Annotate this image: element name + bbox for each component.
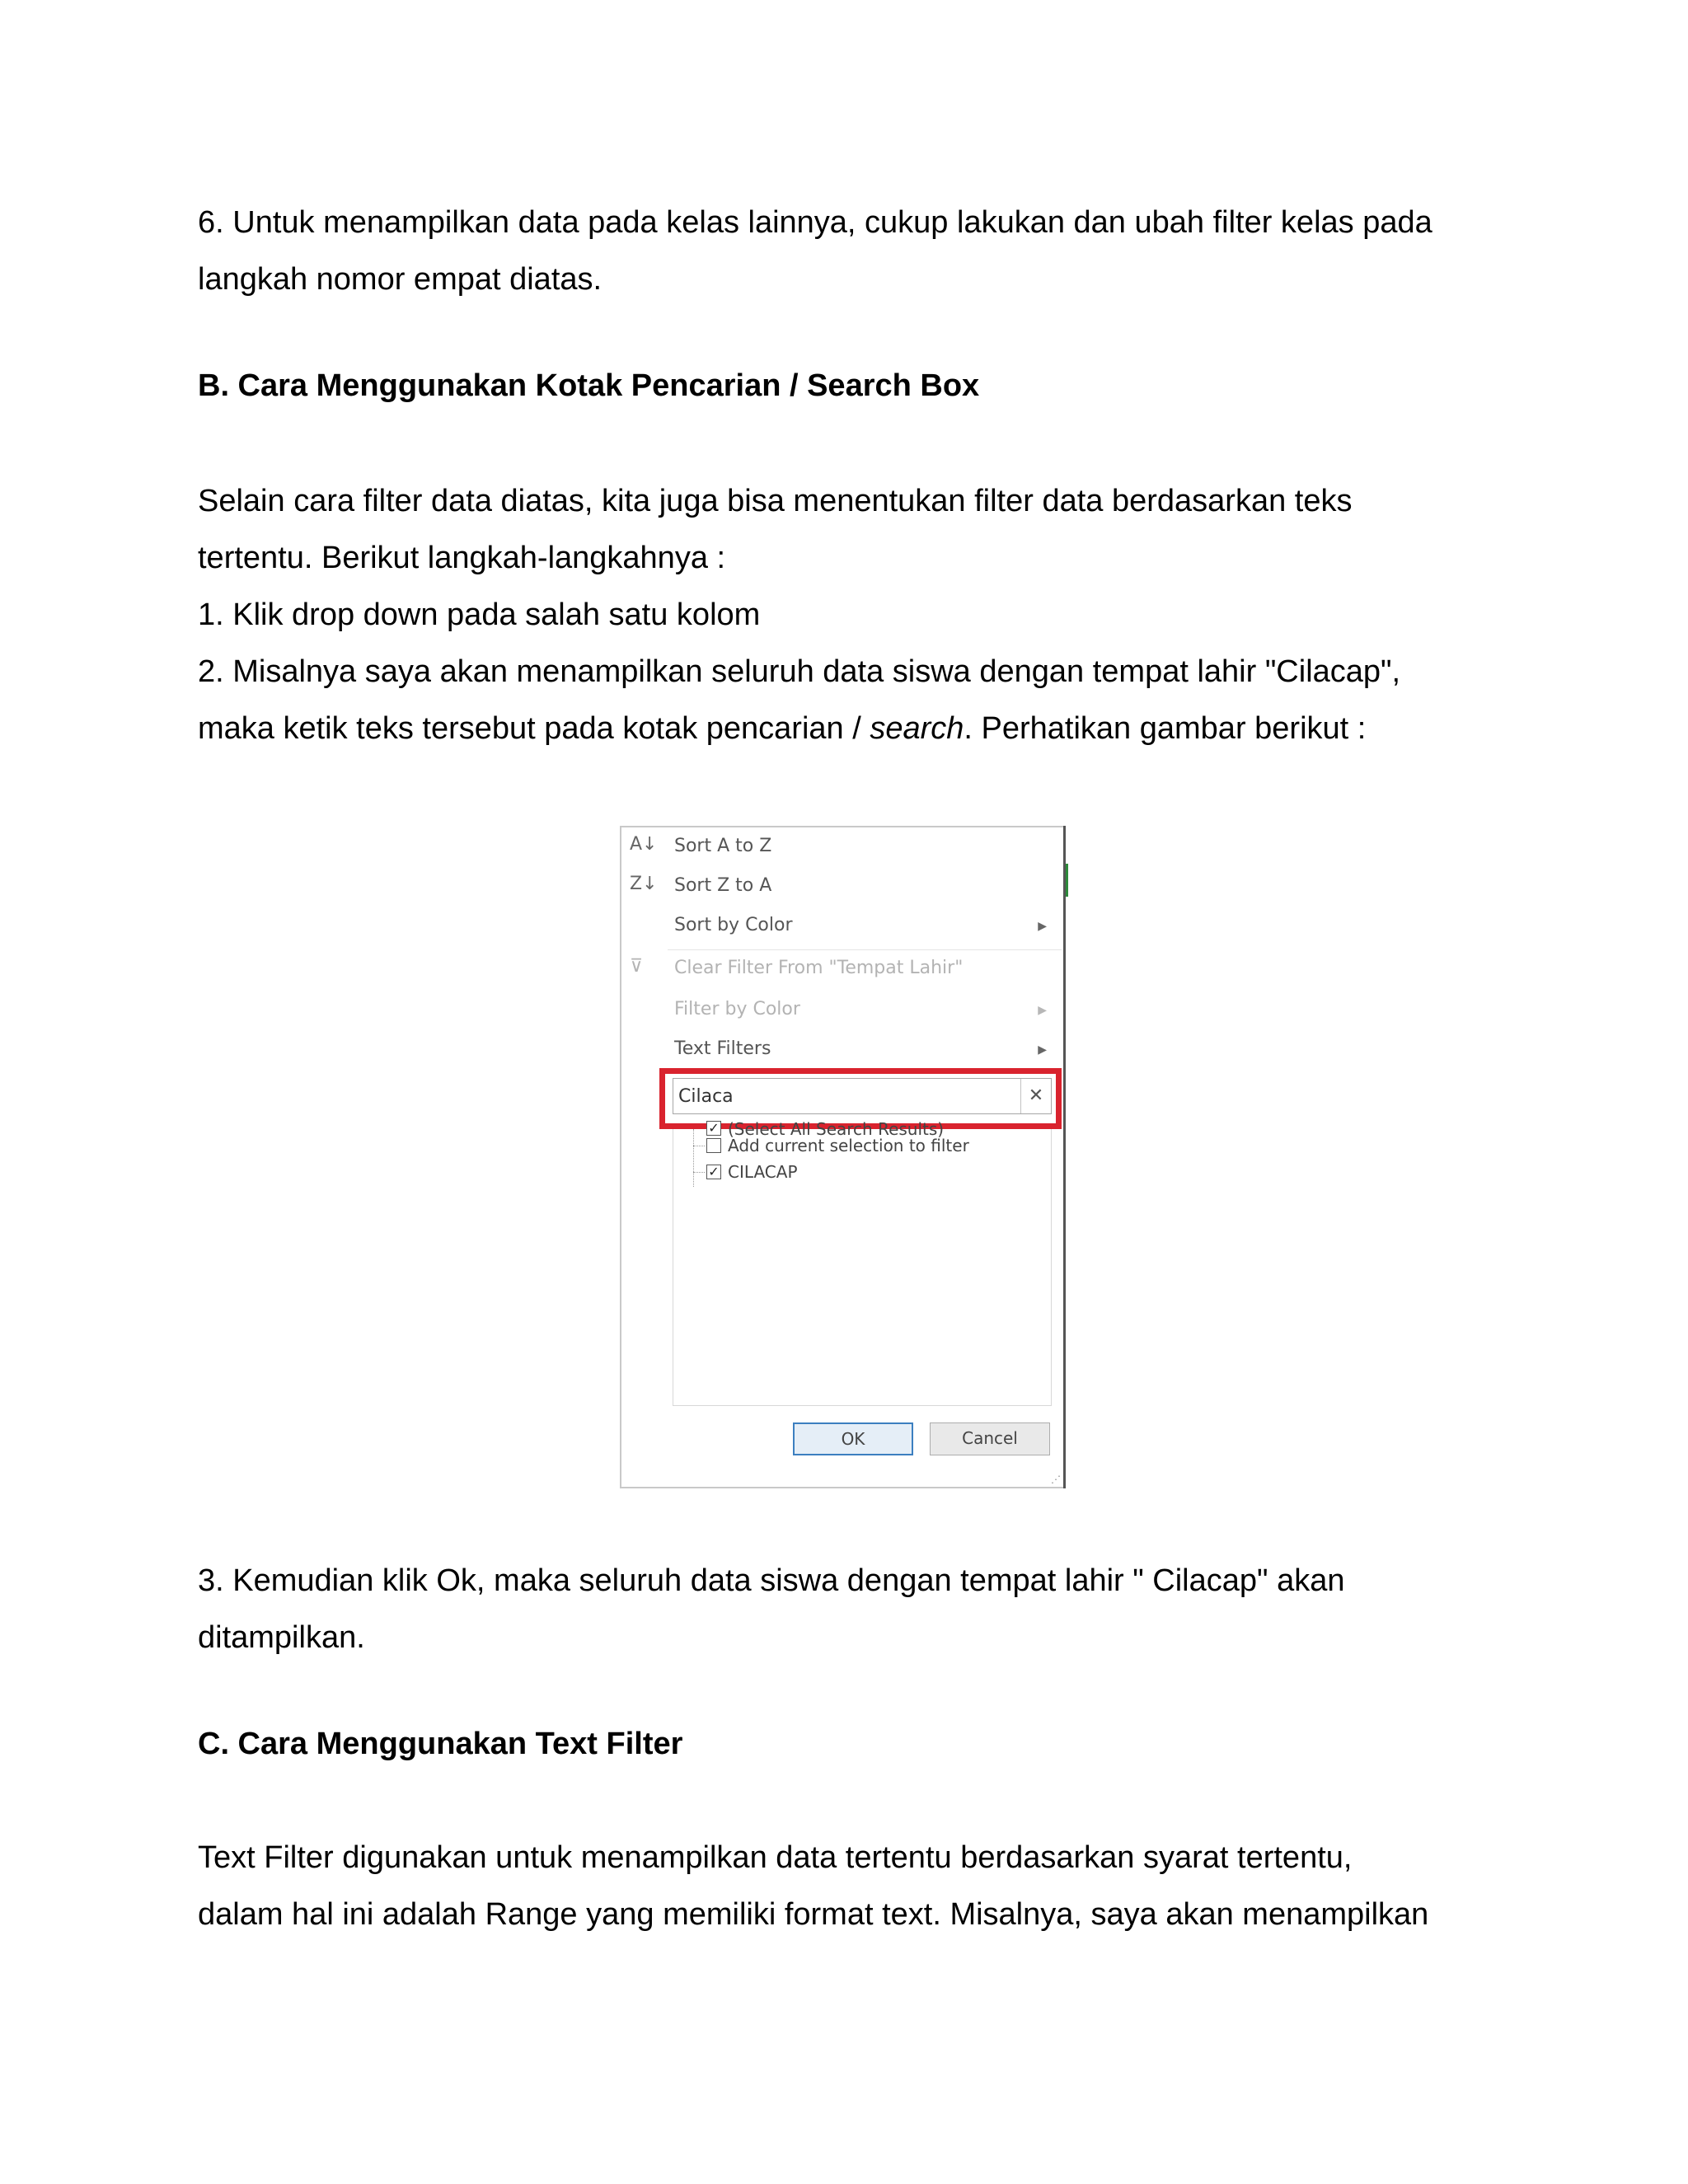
- checkbox-cilacap[interactable]: ✓: [706, 1165, 721, 1179]
- selection-marker: [1066, 864, 1068, 897]
- clear-search-icon[interactable]: ✕: [1020, 1079, 1051, 1113]
- step-2-line-1: 2. Misalnya saya akan menampilkan seluruh data siswa dengan tempat lahir "Cilacap",: [198, 654, 1401, 689]
- resize-grip-icon[interactable]: ⋰: [1051, 1474, 1060, 1485]
- submenu-arrow-icon: ▶: [1038, 920, 1047, 933]
- menu-filter-by-color[interactable]: Filter by Color: [674, 999, 800, 1019]
- label-cilacap: CILACAP: [728, 1162, 798, 1182]
- menu-clear-filter[interactable]: Clear Filter From "Tempat Lahir": [674, 958, 964, 978]
- menu-sort-by-color[interactable]: Sort by Color: [674, 915, 793, 935]
- clear-filter-icon: ⊽: [630, 956, 644, 977]
- menu-separator: [668, 949, 1062, 950]
- heading-text-filter: C. Cara Menggunakan Text Filter: [198, 1727, 683, 1761]
- label-select-all: (Select All Search Results): [728, 1119, 945, 1139]
- search-input[interactable]: [673, 1079, 1029, 1113]
- step-2-line-2: maka ketik teks tersebut pada kotak pencarian / search. Perhatikan gambar berikut :: [198, 711, 1367, 746]
- menu-text-filters[interactable]: Text Filters: [674, 1038, 771, 1059]
- submenu-arrow-icon: ▶: [1038, 1004, 1047, 1017]
- sort-za-icon: Z↓: [630, 874, 658, 894]
- paragraph-text-filter: Text Filter digunakan untuk menampilkan data tertentu berdasarkan syarat tertentu, dalam hal ini adalah Range yang memiliki format text. Misalnya, saya akan menampilkan: [198, 1840, 1429, 1932]
- sheet-edge: [1063, 826, 1066, 1488]
- paragraph-intro-search: Selain cara filter data diatas, kita juga bisa menentukan filter data berdasarkan teks tertentu. Berikut langkah-langkahnya : 1. Klik drop down pada salah satu kolom 2. Misalnya saya akan menampilkan seluruh data siswa dengan tempat lahir "Cilacap", maka ketik teks tersebut pada kotak pencarian / search. Perhatikan gambar berikut :: [198, 473, 1489, 757]
- cancel-button[interactable]: Cancel: [930, 1422, 1050, 1455]
- filter-dropdown-screenshot: [620, 826, 1065, 1488]
- tree-line: [693, 1172, 705, 1173]
- submenu-arrow-icon: ▶: [1038, 1043, 1047, 1057]
- sort-az-icon: A↓: [630, 834, 658, 855]
- heading-search-box: B. Cara Menggunakan Kotak Pencarian / Search Box: [198, 368, 980, 403]
- tree-line: [693, 1129, 694, 1187]
- ok-button[interactable]: OK: [793, 1422, 913, 1455]
- paragraph-step-6: 6. Untuk menampilkan data pada kelas lainnya, cukup lakukan dan ubah filter kelas pada langkah nomor empat diatas.: [198, 205, 1432, 297]
- paragraph-step-3: 3. Kemudian klik Ok, maka seluruh data siswa dengan tempat lahir " Cilacap" akan ditampilkan.: [198, 1563, 1345, 1655]
- label-add-current-selection: Add current selection to filter: [728, 1136, 969, 1155]
- checkbox-select-all[interactable]: ✓: [706, 1121, 721, 1136]
- filter-value-list: [673, 1119, 1052, 1406]
- menu-sort-z-to-a[interactable]: Sort Z to A: [674, 875, 772, 896]
- checkbox-add-current-selection[interactable]: [706, 1138, 721, 1153]
- step-1: 1. Klik drop down pada salah satu kolom: [198, 598, 761, 632]
- menu-sort-a-to-z[interactable]: Sort A to Z: [674, 836, 772, 856]
- search-box: [673, 1078, 1052, 1114]
